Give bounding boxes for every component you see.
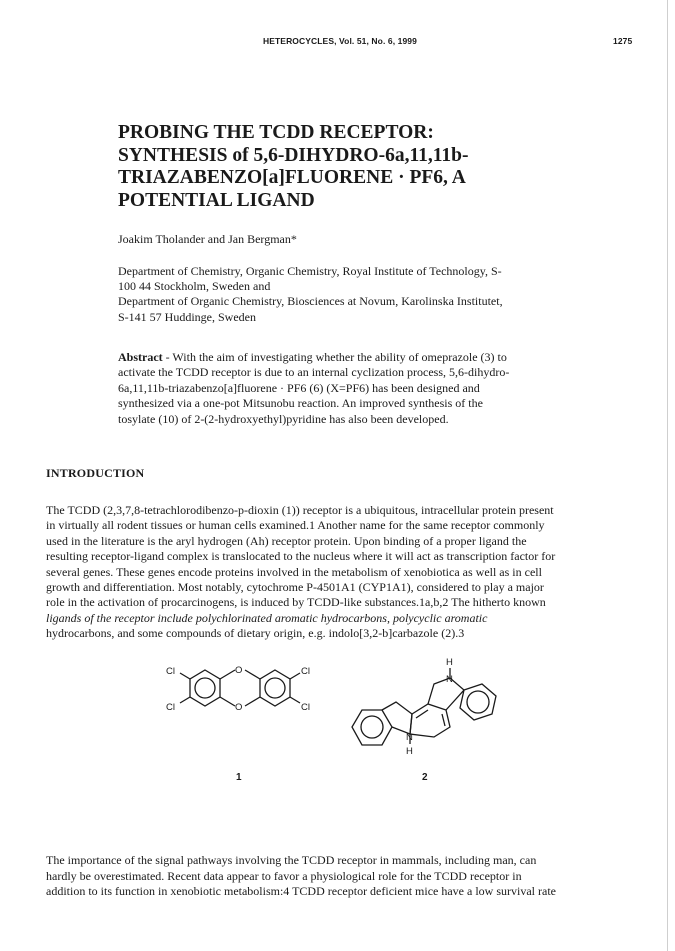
intro-line: growth and differentiation. Most notably, cytochrome P-4501A1 (CYP1A1), considered to play a major bbox=[46, 580, 544, 595]
title-line: POTENTIAL LIGAND bbox=[118, 189, 315, 211]
aromatic-circle-right-2 bbox=[467, 691, 489, 713]
bond-cl-top-right bbox=[290, 673, 300, 679]
page-edge bbox=[667, 0, 668, 951]
intro-line: several genes. These genes encode proteins involved in the metabolism of xenobiotica as well as in cell bbox=[46, 564, 542, 579]
aromatic-circle-right bbox=[265, 678, 285, 698]
aromatic-circle-left bbox=[195, 678, 215, 698]
paragraph-line: addition to its function in xenobiotic metabolism:4 TCDD receptor deficient mice have a low survival rate bbox=[46, 884, 556, 899]
running-head bbox=[0, 36, 675, 50]
atom-n: N bbox=[446, 674, 453, 685]
atom-o: O bbox=[235, 665, 243, 676]
atom-n: N bbox=[406, 732, 413, 743]
title-line: TRIAZABENZO[a]FLUORENE · PF6, A bbox=[118, 167, 466, 188]
title-line: PROBING THE TCDD RECEPTOR: bbox=[118, 122, 434, 143]
compound-2-structure bbox=[352, 668, 496, 745]
affiliations bbox=[118, 264, 588, 325]
intro-line: hydrocarbons, and some compounds of dietary origin, e.g. indolo[3,2-b]carbazole (2).3 bbox=[46, 626, 465, 641]
abstract-line bbox=[118, 350, 628, 365]
central-double-bond bbox=[442, 714, 445, 726]
central-double-bond bbox=[416, 710, 428, 718]
chemical-structures-figure bbox=[160, 632, 520, 812]
affiliation-line: S-141 57 Huddinge, Sweden bbox=[118, 309, 256, 324]
atom-cl: Cl bbox=[166, 666, 175, 677]
affiliation-line: Department of Chemistry, Organic Chemistry, Royal Institute of Technology, S- bbox=[118, 264, 502, 278]
intro-line: used in the literature is the aryl hydrogen (Ah) receptor protein. Upon binding of a proper ligand the bbox=[46, 533, 527, 548]
intro-line: resulting receptor-ligand complex is translocated to the nucleus where it will act as transcription factor for bbox=[46, 549, 556, 564]
indole-benzene-left bbox=[352, 710, 392, 745]
compound-2-label: 2 bbox=[422, 772, 428, 783]
page-number: 1275 bbox=[613, 36, 633, 46]
intro-line: ligands of the receptor include polychlorinated aromatic hydrocarbons, polycyclic aromatic bbox=[46, 610, 488, 625]
bond-cl-bottom-left bbox=[180, 697, 190, 703]
bond-o-bottom-left bbox=[220, 697, 235, 706]
bond-o-top-left bbox=[220, 670, 235, 679]
affiliation-line: 100 44 Stockholm, Sweden and bbox=[118, 279, 271, 294]
paragraph-2 bbox=[46, 853, 636, 900]
atom-h: H bbox=[446, 657, 453, 668]
bond-o-top-right bbox=[245, 670, 260, 679]
intro-line: The TCDD (2,3,7,8-tetrachlorodibenzo-p-dioxin (1)) receptor is a ubiquitous, intracellular protein present bbox=[46, 503, 554, 517]
bond-cl-bottom-right bbox=[290, 697, 300, 703]
journal-reference: HETEROCYCLES, Vol. 51, No. 6, 1999 bbox=[263, 36, 417, 46]
bond-o-bottom-right bbox=[245, 697, 260, 706]
intro-line: role in the activation of procarcinogens, is induced by TCDD-like substances.1a,b,2 The hitherto known bbox=[46, 595, 546, 610]
abstract-text: - With the aim of investigating whether the ability of omeprazole (3) to bbox=[162, 350, 507, 364]
intro-line: in virtually all rodent tissues or human cells examined.1 Another name for the same receptor commonly bbox=[46, 518, 545, 533]
abstract-line: synthesized via a one-pot Mitsunobu reaction. An improved synthesis of the bbox=[118, 396, 483, 411]
title-line: SYNTHESIS of 5,6-DIHYDRO-6a,11,11b- bbox=[118, 144, 469, 166]
indole-benzene-right bbox=[460, 684, 496, 720]
atom-o: O bbox=[235, 702, 243, 713]
section-heading-introduction: INTRODUCTION bbox=[46, 466, 145, 480]
structures-drawing bbox=[160, 632, 520, 812]
abstract-line: 6a,11,11b-triazabenzo[a]fluorene · PF6 (6) (X=PF6) has been designed and bbox=[118, 380, 480, 395]
bond-cl-top-left bbox=[180, 673, 190, 679]
atom-h: H bbox=[406, 746, 413, 757]
abstract-label: Abstract bbox=[118, 350, 163, 364]
atom-cl: Cl bbox=[301, 666, 310, 677]
introduction-paragraph bbox=[46, 503, 636, 642]
author-list: Joakim Tholander and Jan Bergman* bbox=[118, 232, 297, 246]
abstract-line: tosylate (10) of 2-(2-hydroxyethyl)pyridine has also been developed. bbox=[118, 411, 449, 426]
paragraph-line: The importance of the signal pathways involving the TCDD receptor in mammals, including man, can bbox=[46, 853, 537, 867]
compound-1-label: 1 bbox=[236, 772, 242, 783]
aromatic-circle-left-2 bbox=[361, 716, 383, 738]
abstract-line: activate the TCDD receptor is due to an internal cyclization process, 5,6-dihydro- bbox=[118, 365, 510, 380]
atom-cl: Cl bbox=[166, 702, 175, 713]
affiliation-line: Department of Organic Chemistry, Biosciences at Novum, Karolinska Institutet, bbox=[118, 294, 503, 309]
abstract bbox=[118, 350, 628, 427]
atom-cl: Cl bbox=[301, 702, 310, 713]
article-title bbox=[118, 122, 618, 212]
paragraph-line: hardly be overestimated. Recent data appear to favor a physiological role for the TCDD receptor in bbox=[46, 868, 522, 883]
